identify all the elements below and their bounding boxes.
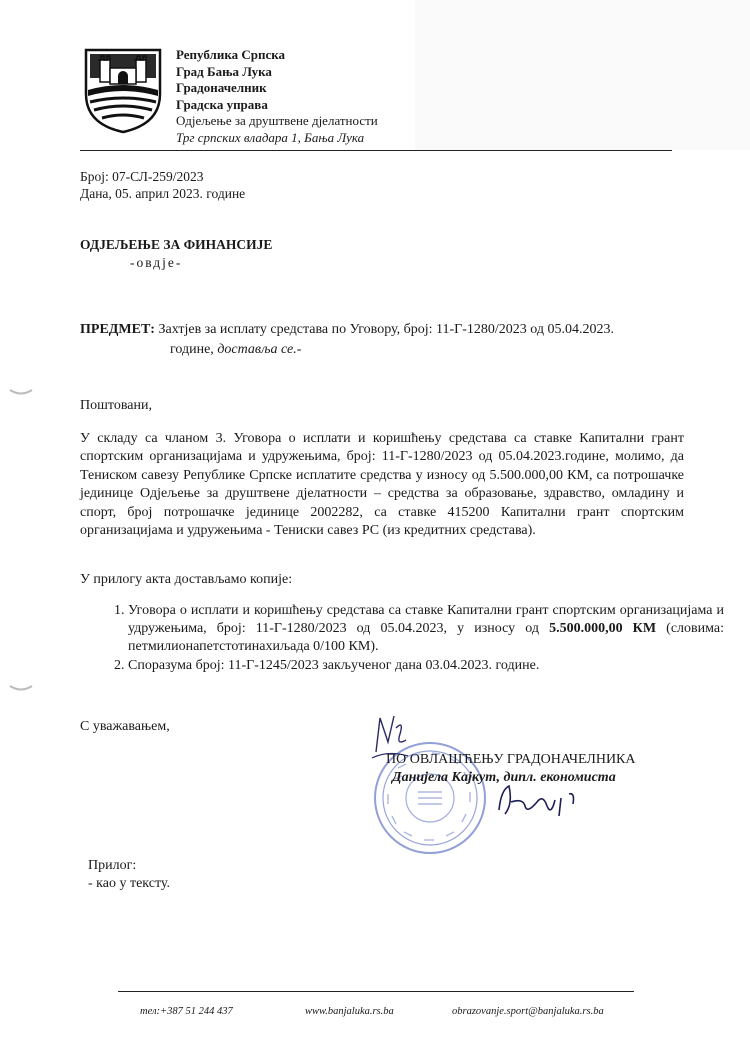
subject-line-2-italic: достављa се.- — [217, 342, 302, 357]
attachment-label: Прилог: — [88, 858, 137, 873]
letterhead-line: Град Бања Лука — [176, 63, 272, 79]
attachment-block — [88, 857, 170, 893]
recipient-block — [80, 236, 272, 272]
letterhead-line: Република Српска — [176, 47, 286, 62]
attachment-value: - као у тексту. — [88, 876, 170, 891]
scan-blank-area — [415, 0, 750, 150]
enclosures-intro: У прилогу акта достављамо копије: — [80, 572, 293, 587]
document-number: Број: 07-СЛ-259/2023 — [80, 169, 204, 184]
enclosure-amount: 5.500.000,00 КМ — [549, 621, 657, 637]
enclosure-text: Уговора о исплати и коришћењу средстава са ставке Капитални грант спортским организацијама и удружењима, број: 11-Г-1280/2023 од 05.04.2023, у износу од — [128, 603, 724, 637]
footer-phone: тел:+387 51 244 437 — [140, 1006, 233, 1017]
footer-email[interactable]: obrazovanje.sport@banjaluka.rs.ba — [452, 1006, 604, 1017]
document-meta — [80, 168, 245, 202]
enclosure-text-after: (словима: петмилионапетстотинахиљада 0/100 КМ). — [128, 621, 724, 655]
letterhead-address: Трг српских владара 1, Бања Лука — [176, 129, 365, 145]
signatory-name: Данијела Кајкут, дипл. економиста — [392, 770, 616, 785]
letterhead-line: Одјељење за друштвене дјелатности — [176, 113, 378, 128]
enclosure-text: Споразума број: 11-Г-1245/2023 закљученог дана 03.04.2023. године. — [128, 657, 540, 673]
regards: С уважавањем, — [80, 719, 170, 734]
list-item — [128, 602, 724, 657]
document-date: Дана, 05. април 2023. године — [80, 186, 246, 201]
punch-hole-mark — [8, 684, 34, 692]
letterhead-line: Градоначелник — [176, 80, 267, 95]
footer-divider — [118, 991, 634, 992]
recipient-title: ОДЈЕЉЕЊЕ ЗА ФИНАНСИЈЕ — [80, 237, 273, 252]
greeting: Поштовани, — [80, 398, 152, 413]
recipient-subtitle: -овдје- — [130, 255, 183, 270]
punch-hole-mark — [8, 388, 34, 396]
subject-label: ПРЕДМЕТ: — [80, 322, 155, 337]
body-paragraph: У складу са чланом 3. Уговора о исплати и коришћењу средстава са ставке Капитални грант спортским организацијама и удружењима, број: 11-Г-1280/2023 од 05.04.2023.године, молимо, да Тениском савезу Републике Српске исплатите средства у износу од 5.500.000,00 КМ, са потрошачке јединице Одјељење за друштвене дјелатности – средства за образовање, здравство, омладину и спорт, број потрошачке јединице 2002282, са ставке 415200 Капитални грант спортским организацијама и удружењима - Тениски савез РС (из кредитних средстава). — [80, 431, 684, 539]
enclosures-list — [88, 602, 724, 675]
list-item — [128, 657, 724, 675]
footer-website[interactable]: www.banjaluka.rs.ba — [305, 1006, 394, 1017]
letterhead-line: Градска управа — [176, 96, 268, 112]
coat-of-arms-icon — [82, 44, 164, 134]
signatory-position: ПО ОВЛАШЋЕЊУ ГРАДОНАЧЕЛНИКА — [386, 752, 636, 767]
subject-line-1: Захтјев за исплату средстава по Уговору, број: 11-Г-1280/2023 од 05.04.2023. — [158, 322, 615, 337]
header-divider — [80, 150, 672, 151]
subject-block — [80, 320, 690, 360]
subject-line-2: године, — [170, 342, 214, 357]
signature-icon — [495, 780, 590, 822]
letterhead — [176, 47, 378, 146]
